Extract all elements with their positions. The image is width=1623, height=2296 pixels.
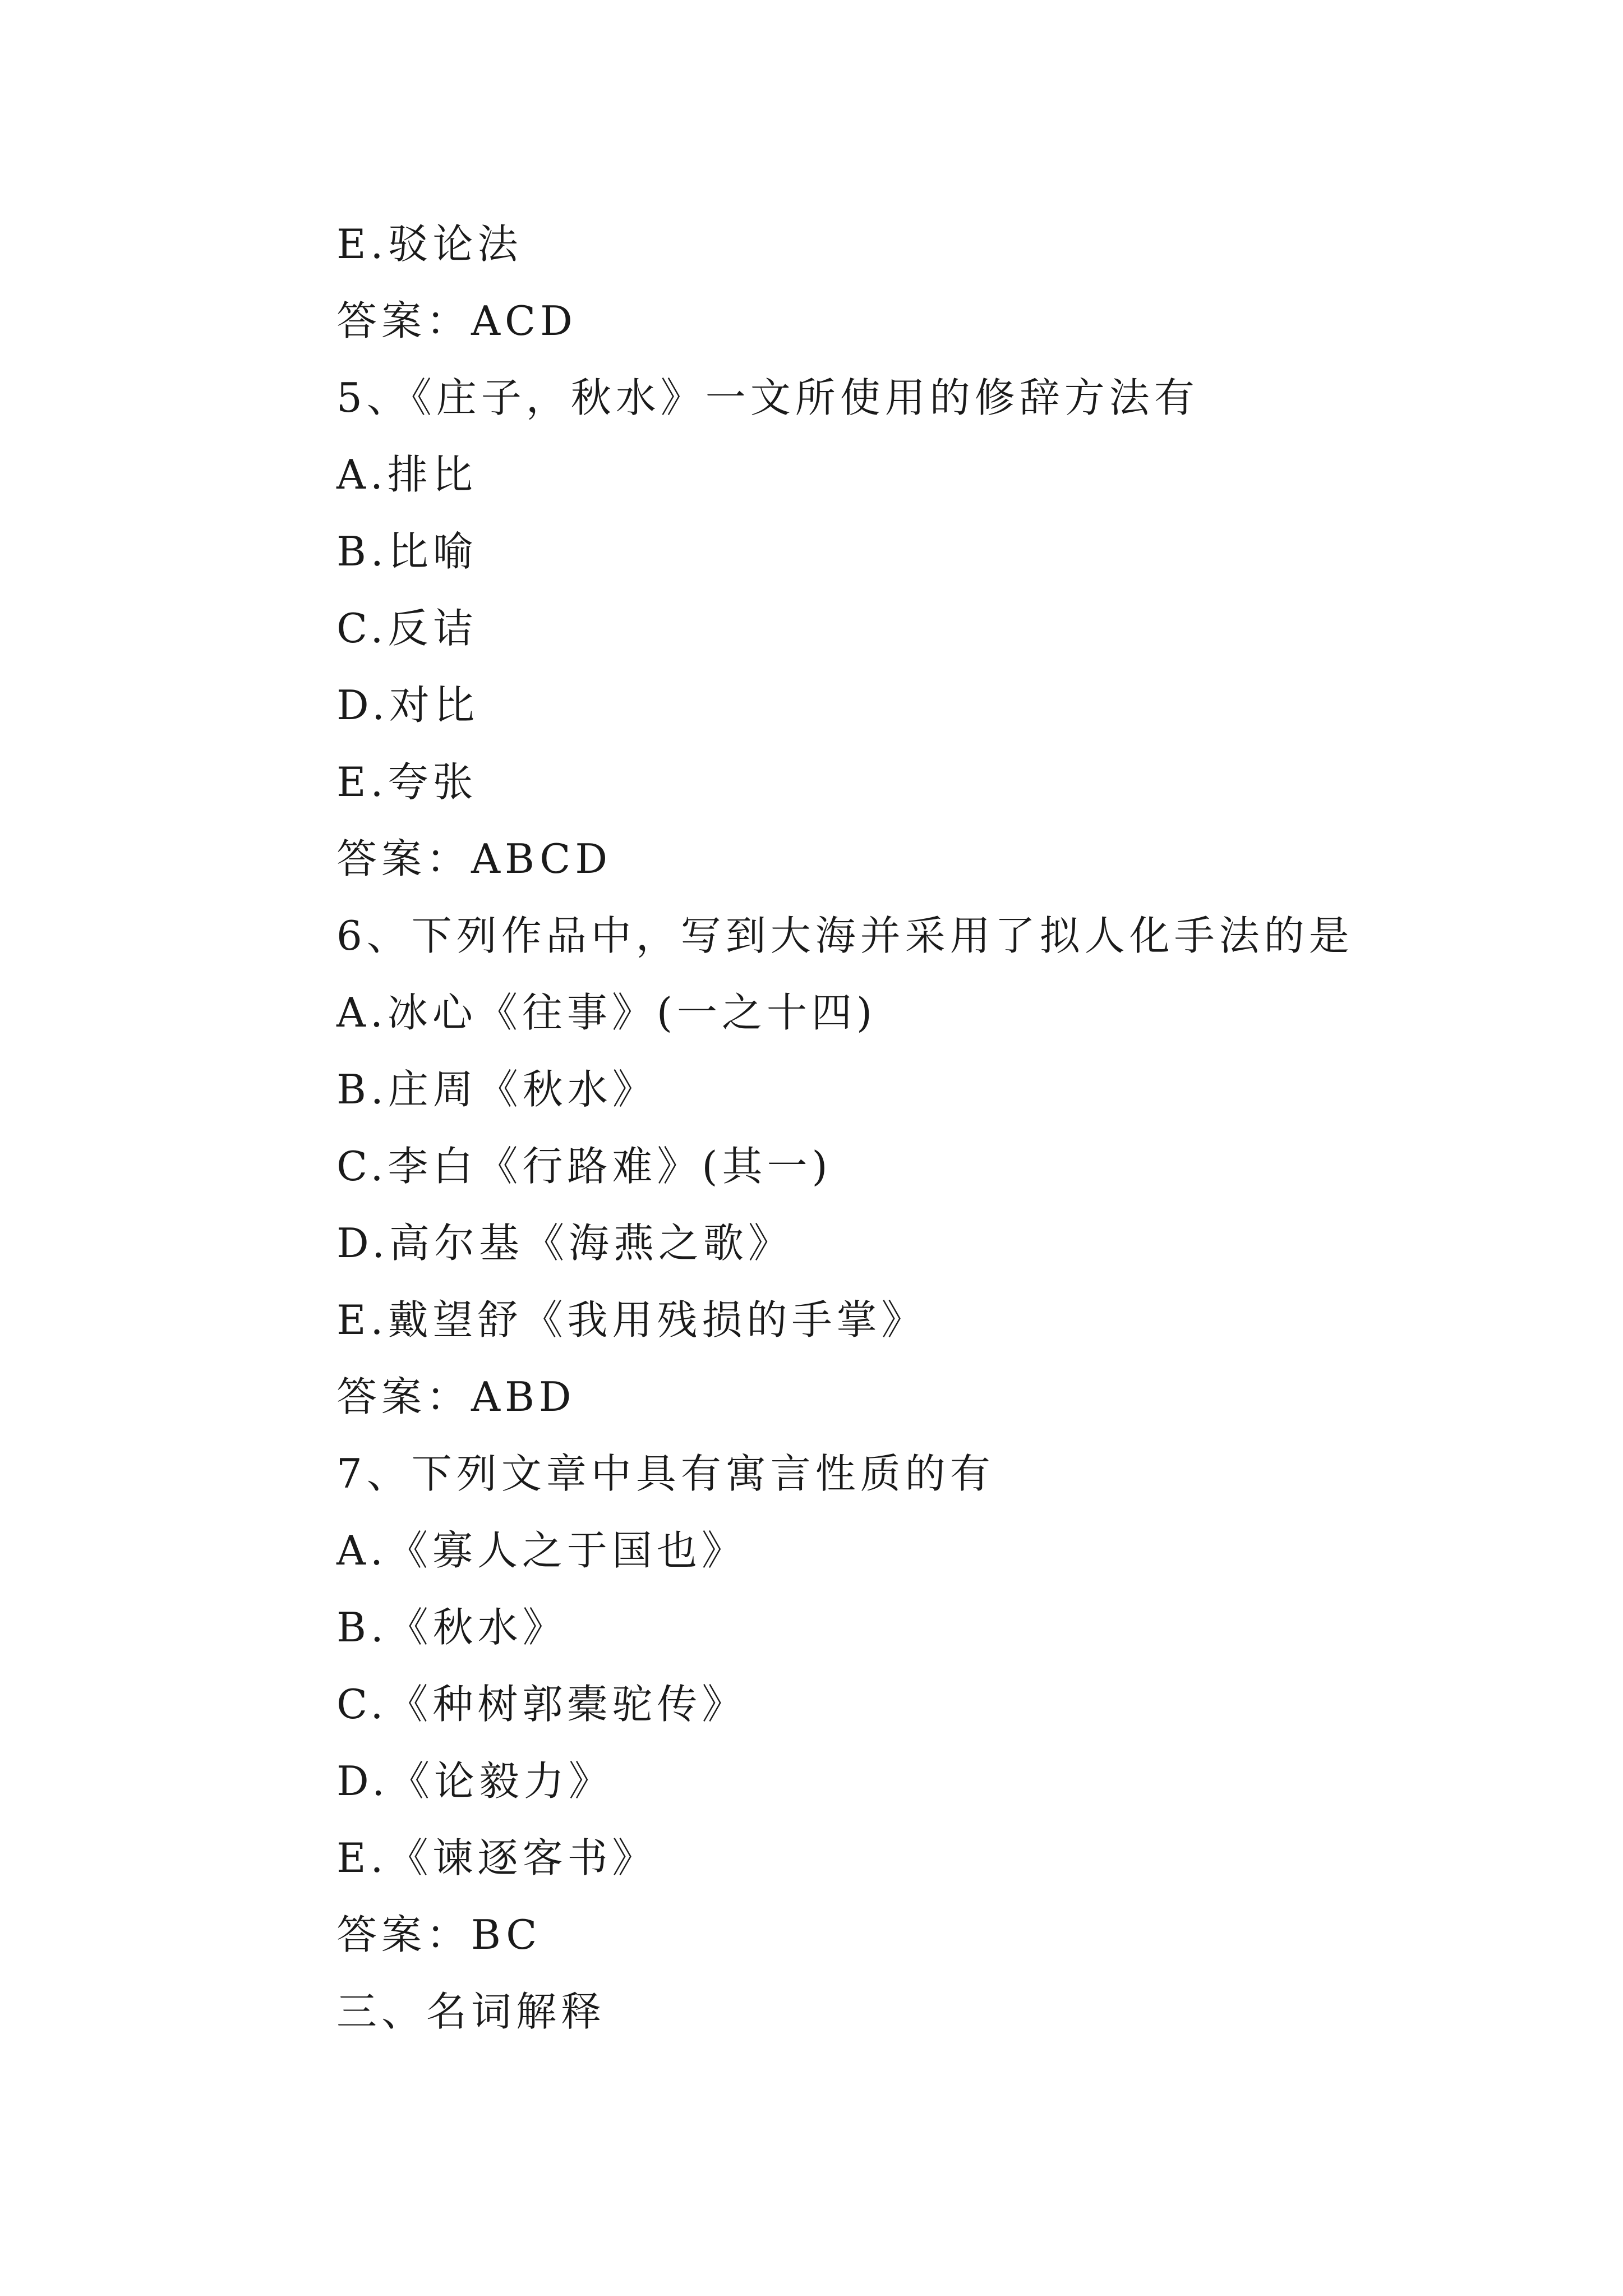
option-text: D.高尔基《海燕之歌》 bbox=[336, 1220, 794, 1267]
question-text: 6、下列作品中，写到大海并采用了拟人化手法的是 bbox=[336, 912, 1354, 959]
option-text: B.庄周《秋水》 bbox=[336, 1066, 657, 1113]
option-text: E.戴望舒《我用残损的手掌》 bbox=[336, 1296, 926, 1343]
answer-text: 答案：ABCD bbox=[336, 835, 612, 882]
option-text: B.《秋水》 bbox=[336, 1604, 568, 1651]
answer-text: 答案：BC bbox=[336, 1911, 542, 1958]
option-text: A.排比 bbox=[336, 451, 477, 498]
answer-text: 答案：ACD bbox=[336, 297, 577, 344]
option-text: E.夸张 bbox=[336, 758, 478, 806]
question-text: 5、《庄子，秋水》一文所使用的修辞方法有 bbox=[336, 374, 1199, 421]
option-text: B.比喻 bbox=[336, 528, 478, 575]
option-text: C.反诘 bbox=[336, 605, 478, 652]
option-text: C.李白《行路难》(其一) bbox=[336, 1143, 832, 1190]
section-heading: 三、名词解释 bbox=[336, 1988, 606, 2035]
option-text: D.《论毅力》 bbox=[336, 1757, 614, 1805]
option-text: A.冰心《往事》(一之十四) bbox=[336, 989, 877, 1036]
option-text: D.对比 bbox=[336, 682, 479, 729]
answer-text: 答案：ABD bbox=[336, 1373, 576, 1420]
question-text: 7、下列文章中具有寓言性质的有 bbox=[336, 1450, 995, 1497]
option-text: E.《谏逐客书》 bbox=[336, 1834, 657, 1881]
option-text: E.驳论法 bbox=[336, 220, 523, 268]
option-text: C.《种树郭橐驼传》 bbox=[336, 1681, 747, 1728]
option-text: A.《寡人之于国也》 bbox=[336, 1527, 746, 1574]
